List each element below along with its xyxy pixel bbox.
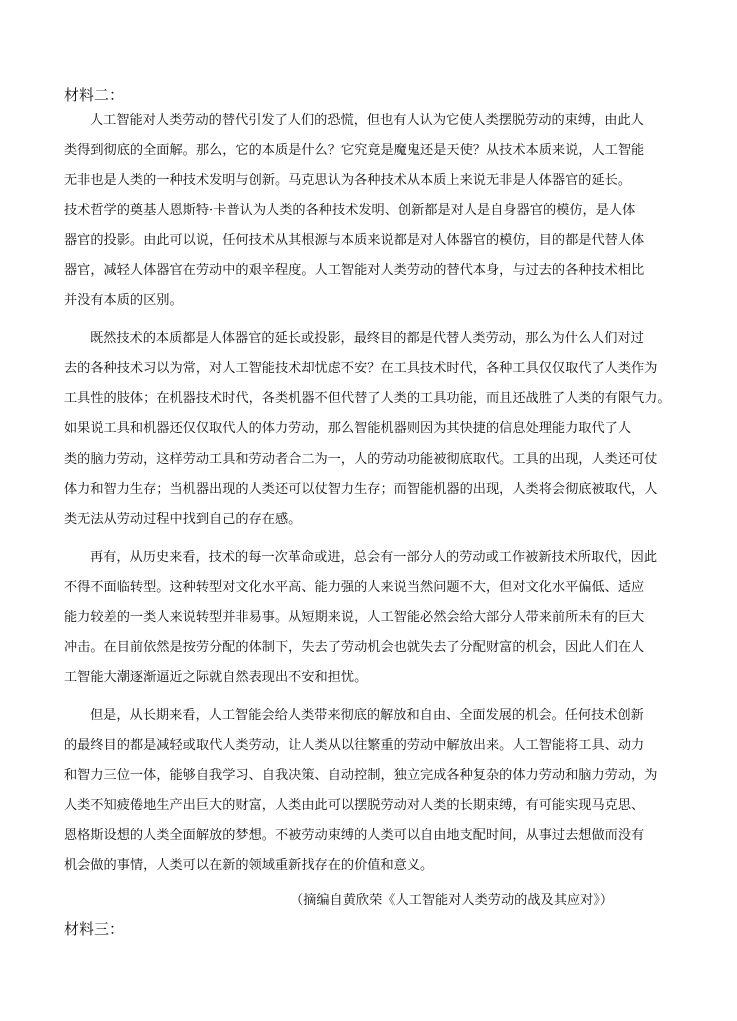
- source-citation: （摘编自黄欣荣《人工智能对人类劳动的战及其应对》）: [290, 893, 614, 908]
- text-line: 工具性的肢体；在机器技术时代，各类机器不但代替了人类的工具功能，而且还战胜了人类的有限气力。: [64, 391, 671, 406]
- text-line: 机会做的事情，人类可以在新的领域重新找存在的价值和意义。: [64, 858, 434, 873]
- text-line: 体力和智力生存；当机器出现的人类还可以仗智力生存；而智能机器的出现，人类将会彻底被取代，人: [64, 482, 658, 497]
- text-line: 人类不知疲倦地生产出巨大的财富，人类由此可以摆脱劳动对人类的长期束缚，有可能实现马克思、: [64, 798, 645, 813]
- text-line: 器官的投影。由此可以说，任何技术从其根源与本质来说都是对人体器官的模仿，目的都是代替人体: [64, 233, 645, 248]
- text-line: 的最终目的都是减轻或取代人类劳动，让人类从以往繁重的劳动中解放出来。人工智能将工具、动力: [64, 738, 645, 753]
- text-line: 器官，减轻人体器官在劳动中的艰辛程度。人工智能对人类劳动的替代本身，与过去的各种技术相比: [64, 263, 645, 278]
- text-line: 类得到彻底的全面解。那么，它的本质是什么？它究竟是魔鬼还是天使？从技术本质来说，人工智能: [64, 143, 645, 158]
- text-line: 无非也是人类的一种技术发明与创新。马克思认为各种技术从本质上来说无非是人体器官的延长。: [64, 173, 632, 188]
- text-line: 并没有本质的区别。: [64, 293, 183, 308]
- section-heading-material-three: 材料三：: [64, 920, 125, 938]
- text-line: 类无法从劳动过程中找到自己的存在感。: [64, 512, 302, 527]
- text-line: 类的脑力劳动，这样劳动工具和劳动者合二为一，人的劳动功能被彻底取代。工具的出现，人类还可仗: [64, 452, 658, 467]
- text-line: 冲击。在目前依然是按劳分配的体制下，失去了劳动机会也就失去了分配财富的机会，因此人们在人: [64, 640, 645, 655]
- text-line: 能力较差的一类人来说转型并非易事。从短期来说，人工智能必然会给大部分人带来前所未有的巨大: [64, 610, 645, 625]
- text-line: 再有，从历史来看，技术的每一次革命或进，总会有一部分人的劳动或工作被新技术所取代，因此: [90, 550, 658, 565]
- text-line: 不得不面临转型。这种转型对文化水平高、能力强的人来说当然问题不大，但对文化水平偏低、适应: [64, 580, 645, 595]
- text-line: 和智力三位一体，能够自我学习、自我决策、自动控制，独立完成各种复杂的体力劳动和脑力劳动，为: [64, 768, 658, 783]
- text-line: 如果说工具和机器还仅仅取代人的体力劳动，那么智能机器则因为其快捷的信息处理能力取代了人: [64, 421, 632, 436]
- text-line: 去的各种技术习以为常，对人工智能技术却忧虑不安？在工具技术时代，各种工具仅仅取代了人类作为: [64, 361, 658, 376]
- text-line: 工智能大潮逐渐逼近之际就自然表现出不安和担忧。: [64, 670, 368, 685]
- text-line: 人工智能对人类劳动的替代引发了人们的恐慌，但也有人认为它使人类摆脱劳动的束缚，由此人: [90, 113, 644, 128]
- text-line: 但是，从长期来看，人工智能会给人类带来彻底的解放和自由、全面发展的机会。任何技术创新: [90, 708, 644, 723]
- section-heading-material-two: 材料二：: [64, 86, 125, 104]
- text-line: 技术哲学的奠基人恩斯特·卡普认为人类的各种技术发明、创新都是对人是自身器官的模仿，是人体: [64, 203, 636, 218]
- text-line: 恩格斯设想的人类全面解放的梦想。不被劳动束缚的人类可以自由地支配时间，从事过去想做而没有: [64, 828, 645, 843]
- text-line: 既然技术的本质都是人体器官的延长或投影，最终目的都是代替人类劳动，那么为什么人们对过: [90, 331, 644, 346]
